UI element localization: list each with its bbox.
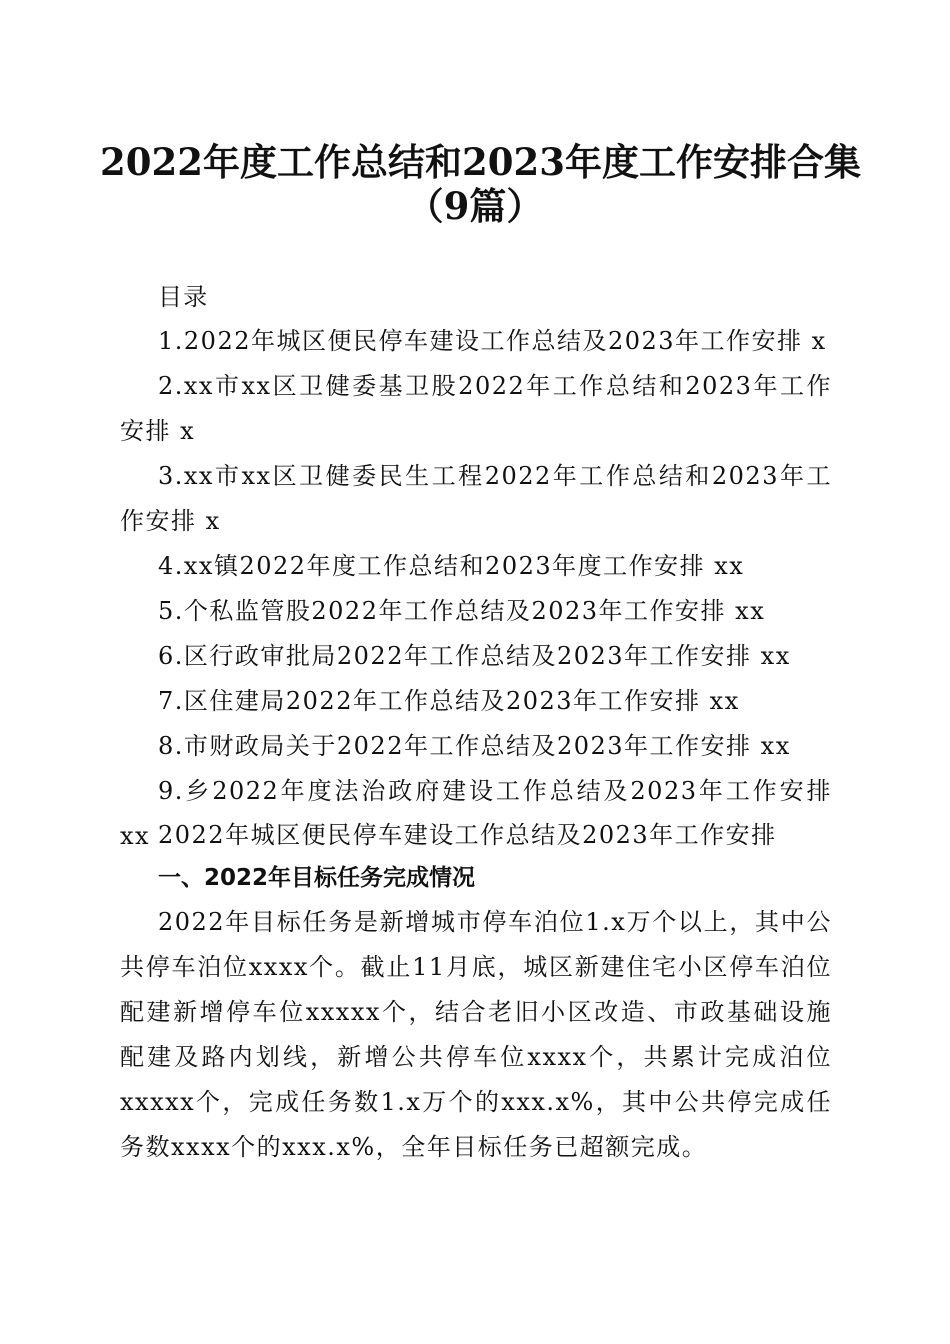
toc-item-4[interactable]: 4.xx镇2022年度工作总结和2023年度工作安排 xx (158, 552, 745, 580)
body-paragraph: 2022年目标任务是新增城市停车泊位1.x万个以上，其中公共停车泊位xxxx个。截止11月底，城区新建住宅小区停车泊位配建新增停车位xxxxx个，结合老旧小区改造、市政基础设施配建及路内划线，新增公共停车位xxxx个，共累计完成泊位xxxxx个，完成任务数1.x万个的xxx.x%，其中公共停完成任务数xxxx个的xxx.x%，全年目标任务已超额完成。 (120, 908, 832, 1161)
document-title-line-1: 2022年度工作总结和2023年度工作安排合集 (100, 140, 861, 184)
article-title: 2022年城区便民停车建设工作总结及2023年工作安排 (158, 821, 777, 849)
toc-item-5[interactable]: 5.个私监管股2022年工作总结及2023年工作安排 xx (158, 597, 766, 625)
toc-item-6[interactable]: 6.区行政审批局2022年工作总结及2023年工作安排 xx (158, 642, 791, 670)
toc-item-3[interactable]: 3.xx市xx区卫健委民生工程2022年工作总结和2023年工作安排 x (120, 462, 832, 535)
toc-item-9[interactable]: 9.乡2022年度法治政府建设工作总结及2023年工作安排 xx (120, 777, 832, 850)
document-title-line-2: （9篇） (406, 184, 544, 228)
toc-item-1[interactable]: 1.2022年城区便民停车建设工作总结及2023年工作安排 x (158, 327, 827, 355)
toc-item-8[interactable]: 8.市财政局关于2022年工作总结及2023年工作安排 xx (158, 732, 791, 760)
section-heading: 一、2022年目标任务完成情况 (158, 865, 476, 891)
toc-item-2[interactable]: 2.xx市xx区卫健委基卫股2022年工作总结和2023年工作安排 x (120, 372, 832, 445)
toc-item-7[interactable]: 7.区住建局2022年工作总结及2023年工作安排 xx (158, 687, 740, 715)
toc-label: 目录 (158, 283, 209, 311)
